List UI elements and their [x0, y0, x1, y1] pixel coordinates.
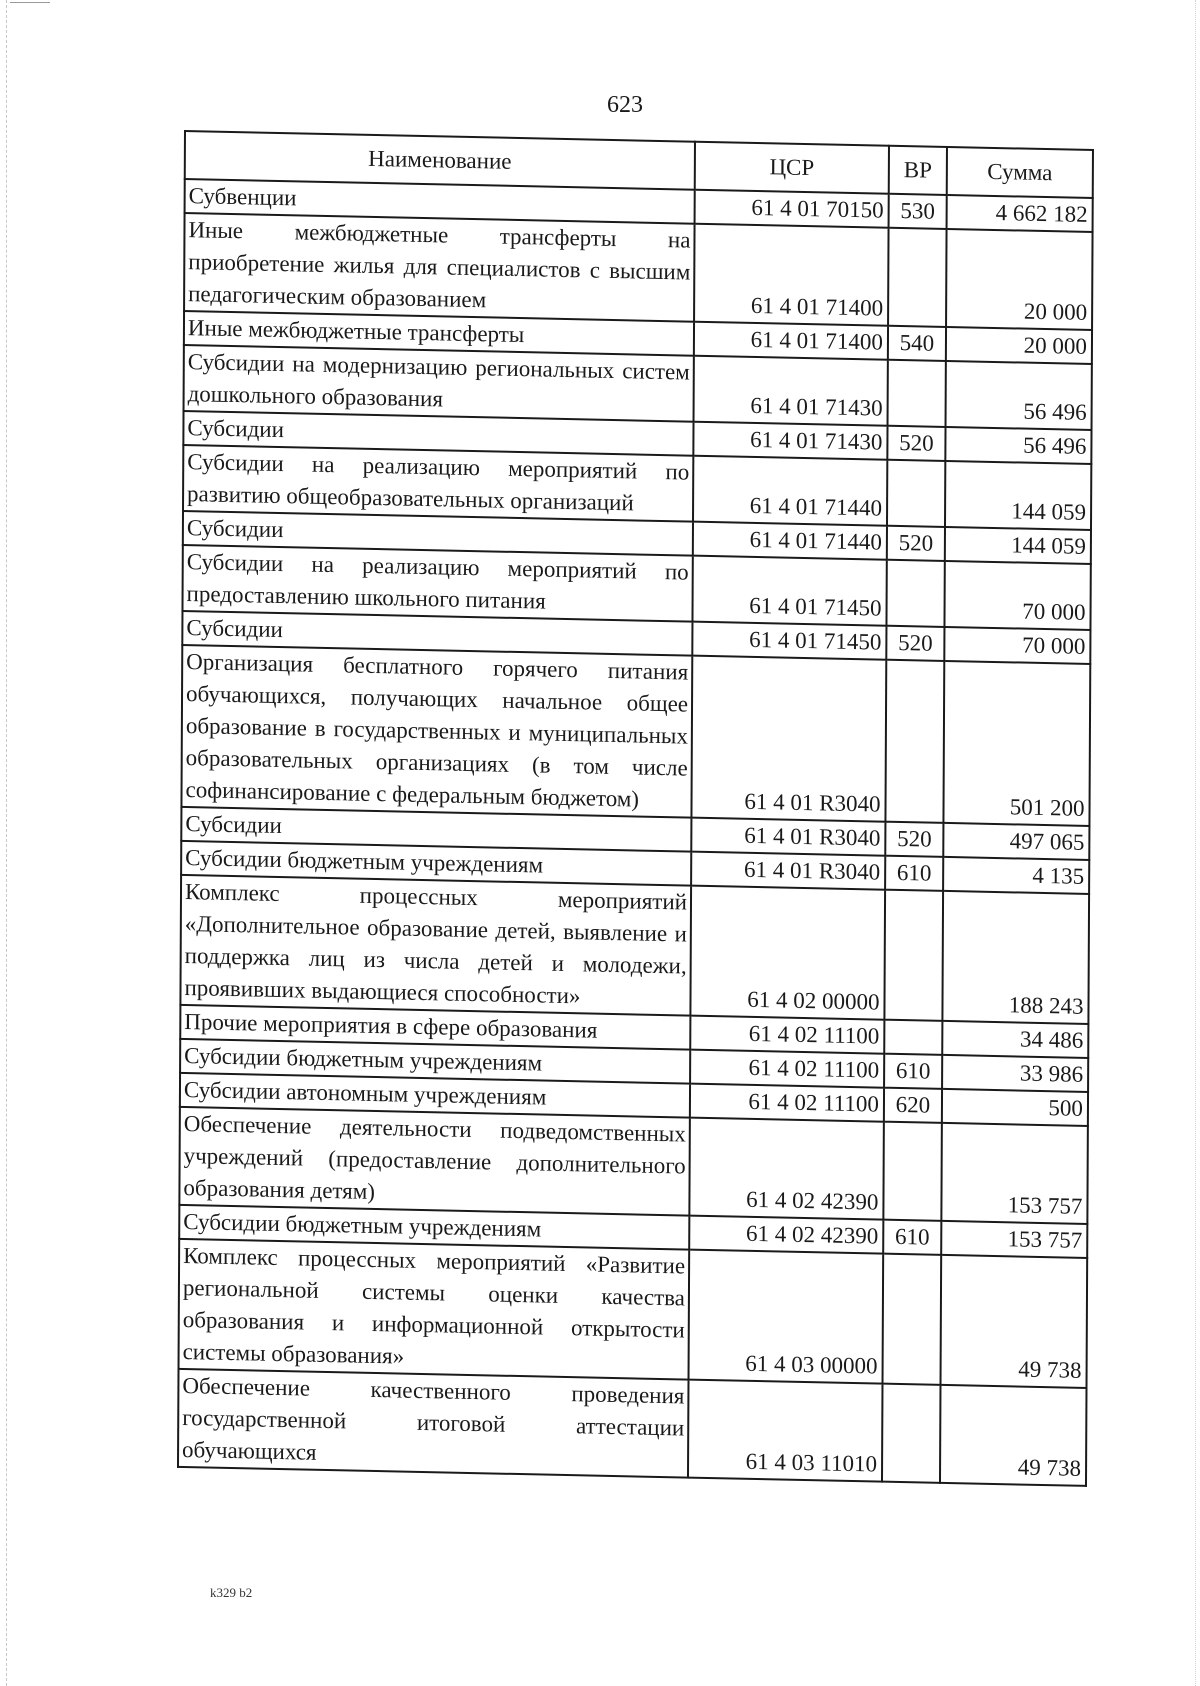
- row-vr: [884, 890, 943, 1021]
- row-vr: 610: [885, 856, 943, 891]
- row-vr: 610: [884, 1054, 942, 1089]
- row-vr: [886, 560, 944, 627]
- row-vr: 520: [886, 626, 944, 661]
- row-csr: 61 4 01 R3040: [691, 852, 885, 890]
- table-row: [184, 213, 1093, 330]
- row-vr: [888, 360, 946, 427]
- row-csr: 61 4 01 71400: [694, 322, 888, 360]
- row-name: Субсидии: [181, 807, 691, 852]
- row-vr: [882, 1384, 941, 1483]
- row-csr: 61 4 01 71450: [692, 556, 886, 626]
- row-vr: 540: [888, 326, 946, 361]
- row-csr: 61 4 02 00000: [690, 886, 885, 1020]
- budget-sheet: [177, 130, 1092, 1487]
- row-csr: 61 4 01 71440: [693, 522, 887, 560]
- row-csr: 61 4 02 11100: [690, 1084, 884, 1122]
- row-name: Субсидии автономным учреждениям: [180, 1073, 690, 1118]
- row-csr: 61 4 03 11010: [688, 1380, 883, 1482]
- row-name: Организация бесплатного горячего питания обучающихся, получающих начальное общее образование в государственных и муниципальных образовательных организациях (в том числе софинансирование с федеральным бюджетом): [181, 645, 692, 818]
- row-csr: 61 4 02 11100: [690, 1050, 884, 1088]
- row-sum: 56 496: [946, 361, 1092, 430]
- row-vr: [888, 228, 947, 327]
- row-csr: 61 4 01 71400: [694, 224, 889, 326]
- row-vr: [885, 660, 944, 823]
- footer-document-code: k329 b2: [210, 1585, 253, 1600]
- row-vr: 620: [884, 1088, 942, 1123]
- row-sum: 153 757: [941, 1123, 1088, 1224]
- row-sum: 153 757: [941, 1221, 1087, 1258]
- row-name: Субсидии бюджетным учреждениям: [179, 1205, 689, 1250]
- row-name: Субсидии: [182, 611, 692, 656]
- table-row: [178, 1369, 1087, 1486]
- row-sum: 70 000: [944, 561, 1090, 630]
- row-csr: 61 4 02 42390: [689, 1118, 884, 1220]
- table-row: [181, 645, 1090, 826]
- row-vr: 530: [889, 194, 947, 229]
- row-sum: 501 200: [943, 661, 1090, 826]
- row-name: Комплекс процессных мероприятий «Развитие региональной системы оценки качества образования и информационной открытости системы образования»: [179, 1239, 690, 1380]
- row-name: Обеспечение качественного проведения государственной итоговой аттестации обучающихся: [178, 1369, 689, 1478]
- row-sum: 49 738: [940, 1385, 1087, 1486]
- table-row: [179, 1107, 1088, 1224]
- row-sum: 20 000: [946, 327, 1092, 364]
- row-sum: 144 059: [945, 527, 1091, 564]
- row-name: Субсидии на модернизацию региональных систем дошкольного образования: [184, 345, 694, 422]
- row-name: Субсидии: [183, 511, 693, 556]
- row-sum: 70 000: [944, 627, 1090, 664]
- row-sum: 188 243: [942, 891, 1089, 1024]
- row-name: Субсидии на реализацию мероприятий по предоставлению школьного питания: [182, 545, 692, 622]
- row-vr: 520: [885, 822, 943, 857]
- row-csr: 61 4 01 70150: [695, 190, 889, 228]
- row-sum: 500: [942, 1089, 1088, 1126]
- budget-table: [177, 130, 1094, 1487]
- row-name: Иные межбюджетные трансферты на приобретение жилья для специалистов с высшим педагогическим образованием: [184, 213, 695, 322]
- column-header-sum: Сумма: [947, 147, 1093, 198]
- row-name: Субсидии бюджетным учреждениям: [180, 1039, 690, 1084]
- row-sum: 56 496: [945, 427, 1091, 464]
- row-sum: 144 059: [945, 461, 1091, 530]
- row-csr: 61 4 01 R3040: [691, 656, 886, 822]
- row-vr: [884, 1020, 942, 1055]
- row-sum: 4 135: [943, 857, 1089, 894]
- row-csr: 61 4 01 R3040: [691, 818, 885, 856]
- column-header-csr: ЦСР: [695, 142, 889, 194]
- column-header-vr: ВР: [889, 146, 947, 195]
- row-name: Комплекс процессных мероприятий «Дополнительное образование детей, выявление и поддержка лиц из числа детей и молодежи, проявивших выдающиеся способности»: [180, 875, 691, 1016]
- scan-edge-left: [6, 0, 7, 1686]
- row-sum: 49 738: [941, 1255, 1088, 1388]
- page-number: 623: [607, 92, 643, 118]
- row-csr: 61 4 02 11100: [690, 1016, 884, 1054]
- row-vr: 610: [883, 1220, 941, 1255]
- row-name: Субсидии на реализацию мероприятий по развитию общеобразовательных организаций: [183, 445, 693, 522]
- row-sum: 497 065: [943, 823, 1089, 860]
- row-name: Иные межбюджетные трансферты: [184, 311, 694, 356]
- row-sum: 34 486: [942, 1021, 1088, 1058]
- scan-top-mark: [10, 2, 50, 3]
- row-sum: 33 986: [942, 1055, 1088, 1092]
- table-row: [180, 875, 1089, 1024]
- row-csr: 61 4 03 00000: [689, 1250, 884, 1384]
- row-vr: 520: [887, 526, 945, 561]
- row-sum: 20 000: [946, 229, 1093, 330]
- row-vr: [883, 1254, 942, 1385]
- row-sum: 4 662 182: [947, 195, 1093, 232]
- row-name: Субсидии бюджетным учреждениям: [181, 841, 691, 886]
- table-row: [179, 1239, 1088, 1388]
- row-csr: 61 4 01 71430: [694, 356, 888, 426]
- row-vr: [883, 1122, 942, 1221]
- row-csr: 61 4 01 71430: [693, 422, 887, 460]
- row-csr: 61 4 01 71450: [692, 622, 886, 660]
- row-vr: 520: [887, 426, 945, 461]
- scan-edge-right: [1195, 0, 1196, 1686]
- row-name: Субсидии: [183, 411, 693, 456]
- row-name: Субвенции: [185, 179, 695, 224]
- row-csr: 61 4 02 42390: [689, 1216, 883, 1254]
- row-name: Прочие мероприятия в сфере образования: [180, 1005, 690, 1050]
- row-csr: 61 4 01 71440: [693, 456, 887, 526]
- column-header-name: Наименование: [185, 131, 695, 190]
- row-name: Обеспечение деятельности подведомственных учреждений (предоставление дополнительного образования детям): [179, 1107, 690, 1216]
- row-vr: [887, 460, 945, 527]
